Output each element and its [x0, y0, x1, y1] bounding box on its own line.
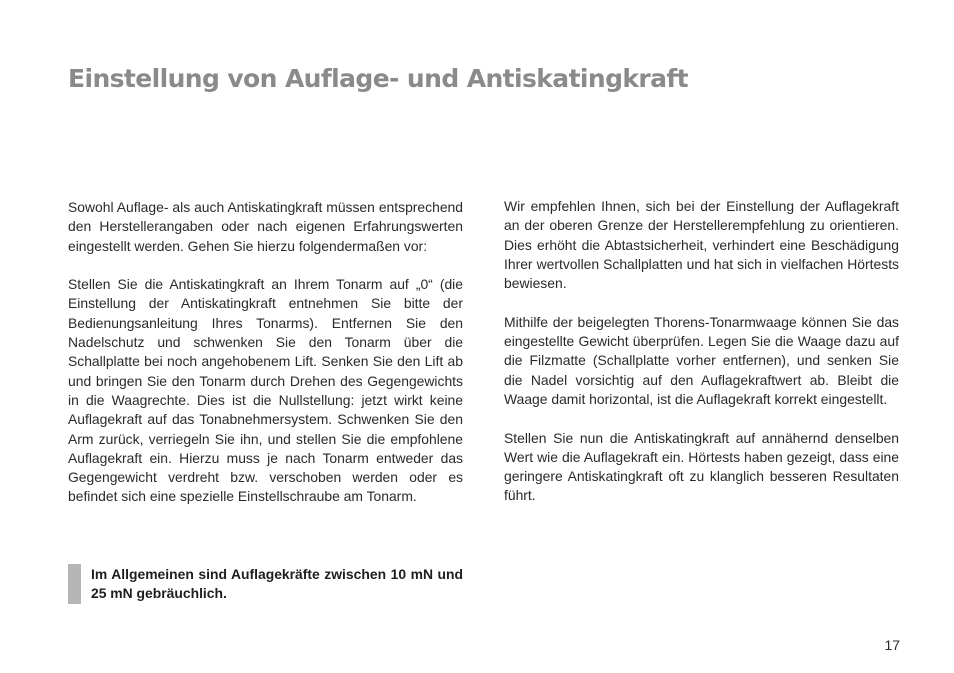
note-box — [68, 564, 463, 604]
note-marker-bar — [68, 564, 81, 604]
recommendation-paragraph: Wir empfehlen Ihnen, sich bei der Einstellung der Auflagekraft an der oberen Grenze der Herstellerempfehlung zu orientieren. Dies erhöht die Abtastsicherheit, verhindert eine Beschädigung Ihrer wertvollen Schallplatten und hat sich in vielfachen Hörtests bewiesen. — [504, 198, 899, 292]
procedure-paragraph: Stellen Sie die Antiskatingkraft an Ihrem Tonarm auf „0“ (die Einstellung der Antiskatingkraft entnehmen Sie bitte der Bedienungsanleitung Ihres Tonarms). Entfernen Sie den Nadelschutz und schwenken Sie den Tonarm über die Schallplatte bei noch angehobenem Lift. Senken Sie den Lift ab und bringen Sie den Tonarm durch Drehen des Gegengewichts in die Waagrechte. Dies ist die Nullstellung: jetzt wirkt keine Auflagekraft auf das Tonabnehmersystem. Schwenken Sie den Arm zurück, verriegeln Sie ihn, und stellen Sie die empfohlene Auflagekraft ein. Hierzu muss je nach Tonarm entweder das Gegengewicht verdreht bzw. verschoben werden oder es befindet sich eine spezielle Einstellschraube am Tonarm. — [68, 276, 463, 505]
intro-paragraph: Sowohl Auflage- als auch Antiskatingkraft müssen entsprechend den Herstellerangaben oder nach eigenen Erfahrungswerten eingestellt werden. Gehen Sie hierzu folgendermaßen vor: — [68, 199, 463, 254]
left-column — [68, 198, 463, 526]
right-column — [504, 197, 899, 525]
scale-paragraph: Mithilfe der beigelegten Thorens-Tonarmwaage können Sie das eingestellte Gewicht überprüfen. Legen Sie die Waage dazu auf die Filzmatte (Schallplatte vorher entfernen), und senken Sie die Nadel vorsichtig auf den Auflagekraftwert ab. Bleibt die Waage damit horizontal, ist die Auflagekraft korrekt eingestellt. — [504, 313, 899, 407]
note-text: Im Allgemeinen sind Auflagekräfte zwischen 10 mN und 25 mN gebräuchlich. — [91, 566, 463, 602]
antiskating-paragraph: Stellen Sie nun die Antiskatingkraft auf annähernd denselben Wert wie die Auflagekraft ein. Hörtests haben gezeigt, dass eine geringere Antiskatingkraft oft zu klanglich besseren Resultaten führt. — [504, 429, 899, 504]
page-title: Einstellung von Auflage- und Antiskatingkraft — [68, 64, 689, 93]
page-number: 17 — [884, 637, 900, 653]
